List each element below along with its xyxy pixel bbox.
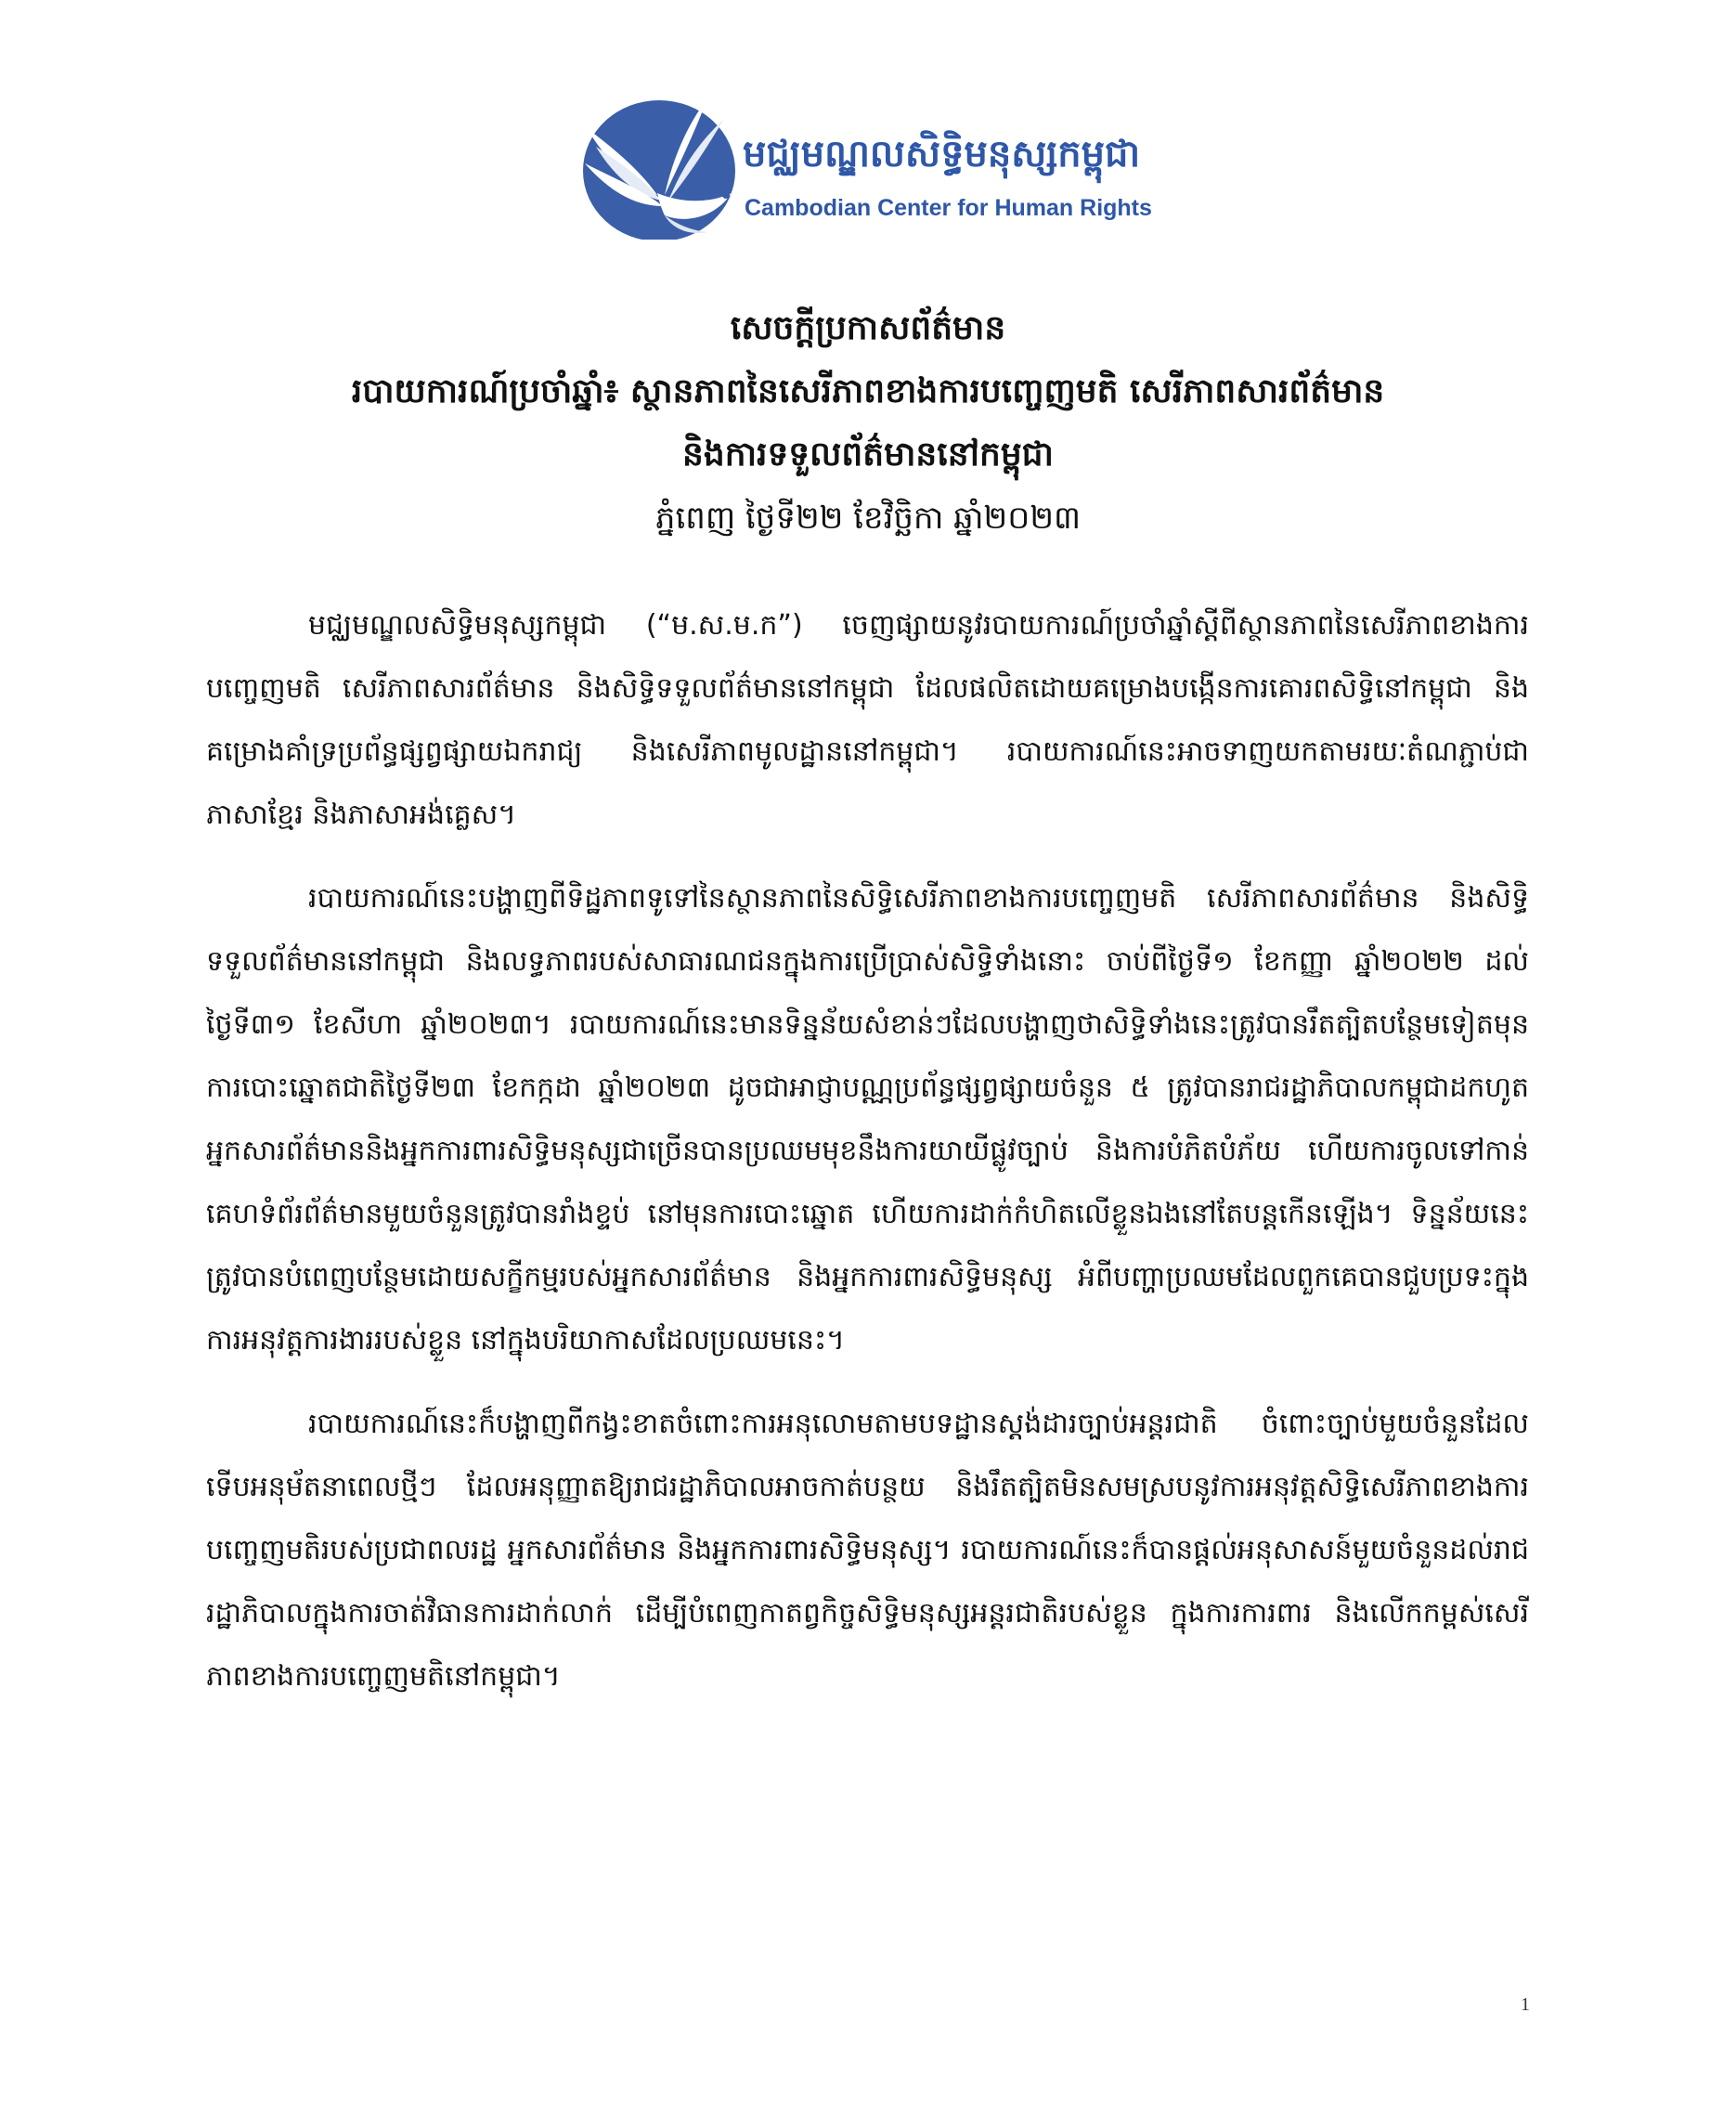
dove-icon	[568, 91, 754, 240]
report-title-line-2: និងការទទួលព័ត៌មាននៅកម្ពុជា	[682, 435, 1054, 474]
date-line: ភ្នំពេញ ថ្ងៃទី២២ ខែវិច្ឆិកា ឆ្នាំ២០២៣	[654, 500, 1082, 537]
paragraph-2: របាយការណ៍នេះបង្ហាញពីទិដ្ឋភាពទូទៅនៃស្ថានភាពនៃសិទ្ធិសេរីភាពខាងការបញ្ចេញមតិ សេរីភាពសារព័ត៌មាន និងសិទ្ធិទទួលព័ត៌មាននៅកម្ពុជា និងលទ្ធភាពរបស់សាធារណជនក្នុងការប្រើប្រាស់សិទ្ធិទាំងនោះ ចាប់ពីថ្ងៃទី១ ខែកញ្ញា ឆ្នាំ២០២២ ដល់ ថ្ងៃទី៣១ ខែសីហា ឆ្នាំ២០២៣។ របាយការណ៍នេះមានទិន្នន័យសំខាន់ៗដែលបង្ហាញថាសិទ្ធិទាំងនេះត្រូវបានរឹតត្បិតបន្ថែមទៀតមុនការបោះឆ្នោតជាតិថ្ងៃទី២៣ ខែកក្កដា ឆ្នាំ២០២៣ ដូចជាអាជ្ញាបណ្ណប្រព័ន្ធផ្សព្វផ្សាយចំនួន ៥ ត្រូវបានរាជរដ្ឋាភិបាលកម្ពុជាដកហូត អ្នកសារព័ត៌មាននិងអ្នកការពារសិទ្ធិមនុស្សជាច្រើនបានប្រឈមមុខនឹងការយាយីផ្លូវច្បាប់ និងការបំភិតបំភ័យ ហើយការចូលទៅកាន់គេហទំព័រព័ត៌មានមួយចំនួនត្រូវបានរាំងខ្ទប់ នៅមុនការបោះឆ្នោត ហើយការដាក់កំហិតលើខ្លួនឯងនៅតែបន្តកើនឡើង។ ទិន្នន័យនេះត្រូវបានបំពេញបន្ថែមដោយសក្ខីកម្មរបស់អ្នកសារព័ត៌មាន និងអ្នកការពារសិទ្ធិមនុស្ស អំពីបញ្ហាប្រឈមដែលពួកគេបានជួបប្រទះក្នុងការអនុវត្តការងាររបស់ខ្លួន នៅក្នុងបរិយាកាសដែលប្រឈមនេះ។	[206, 882, 1529, 1357]
paragraph-3: របាយការណ៍នេះក៏បង្ហាញពីកង្វះខាតចំពោះការអនុលោមតាមបទដ្ឋានស្តង់ដារច្បាប់អន្តរជាតិ ចំពោះច្បាប់មួយចំនួនដែលទើបអនុម័តនាពេលថ្មីៗ ដែលអនុញ្ញាតឱ្យរាជរដ្ឋាភិបាលអាចកាត់បន្ថយ និងរឹតត្បិតមិនសមស្របនូវការអនុវត្តសិទ្ធិសេរីភាពខាងការបញ្ចេញមតិរបស់ប្រជាពលរដ្ឋ អ្នកសារព័ត៌មាន និងអ្នកការពារសិទ្ធិមនុស្ស។ របាយការណ៍នេះក៏បានផ្តល់អនុសាសន៍មួយចំនួនដល់រាជរដ្ឋាភិបាលក្នុងការចាត់វិធានការដាក់លាក់ ដើម្បីបំពេញកាតព្វកិច្ចសិទ្ធិមនុស្សអន្តរជាតិរបស់ខ្លួន ក្នុងការការពារ និងលើកកម្ពស់សេរីភាពខាងការបញ្ចេញមតិនៅកម្ពុជា។	[206, 1408, 1529, 1693]
press-release-header	[139, 297, 1597, 550]
report-title-line-1: របាយការណ៍ប្រចាំឆ្នាំ៖ ស្ថានភាពនៃសេរីភាពខាងការបញ្ចេញមតិ សេរីភាពសារព័ត៌មាន	[351, 372, 1385, 410]
logo-name-english: Cambodian Center for Human Rights	[745, 195, 1152, 221]
page-title: សេចក្តីប្រកាសព័ត៌មាន	[730, 309, 1006, 347]
logo-name-khmer: មជ្ឈមណ្ឌលសិទ្ធិមនុស្សកម្ពុជា	[743, 133, 1141, 175]
page-number: 1	[1521, 1994, 1530, 2015]
paragraph-1: មជ្ឈមណ្ឌលសិទ្ធិមនុស្សកម្ពុជា (“ម.ស.ម.ក”) ចេញផ្សាយនូវរបាយការណ៍ប្រចាំឆ្នាំស្តីពីស្ថានភាពនៃសេរីភាពខាងការបញ្ចេញមតិ សេរីភាពសារព័ត៌មាន និងសិទ្ធិទទួលព័ត៌មាននៅកម្ពុជា ដែលផលិតដោយគម្រោងបង្កើនការគោរពសិទ្ធិនៅកម្ពុជា និងគម្រោងគាំទ្រប្រព័ន្ធផ្សព្វផ្សាយឯករាជ្យ និងសេរីភាពមូលដ្ឋាននៅកម្ពុជា។ របាយការណ៍នេះអាចទាញយកតាមរយៈតំណភ្ជាប់ជា ភាសាខ្មែរ និងភាសាអង់គ្លេស។	[206, 609, 1529, 831]
cchr-logo	[568, 91, 1181, 240]
press-release-body	[206, 594, 1529, 1729]
